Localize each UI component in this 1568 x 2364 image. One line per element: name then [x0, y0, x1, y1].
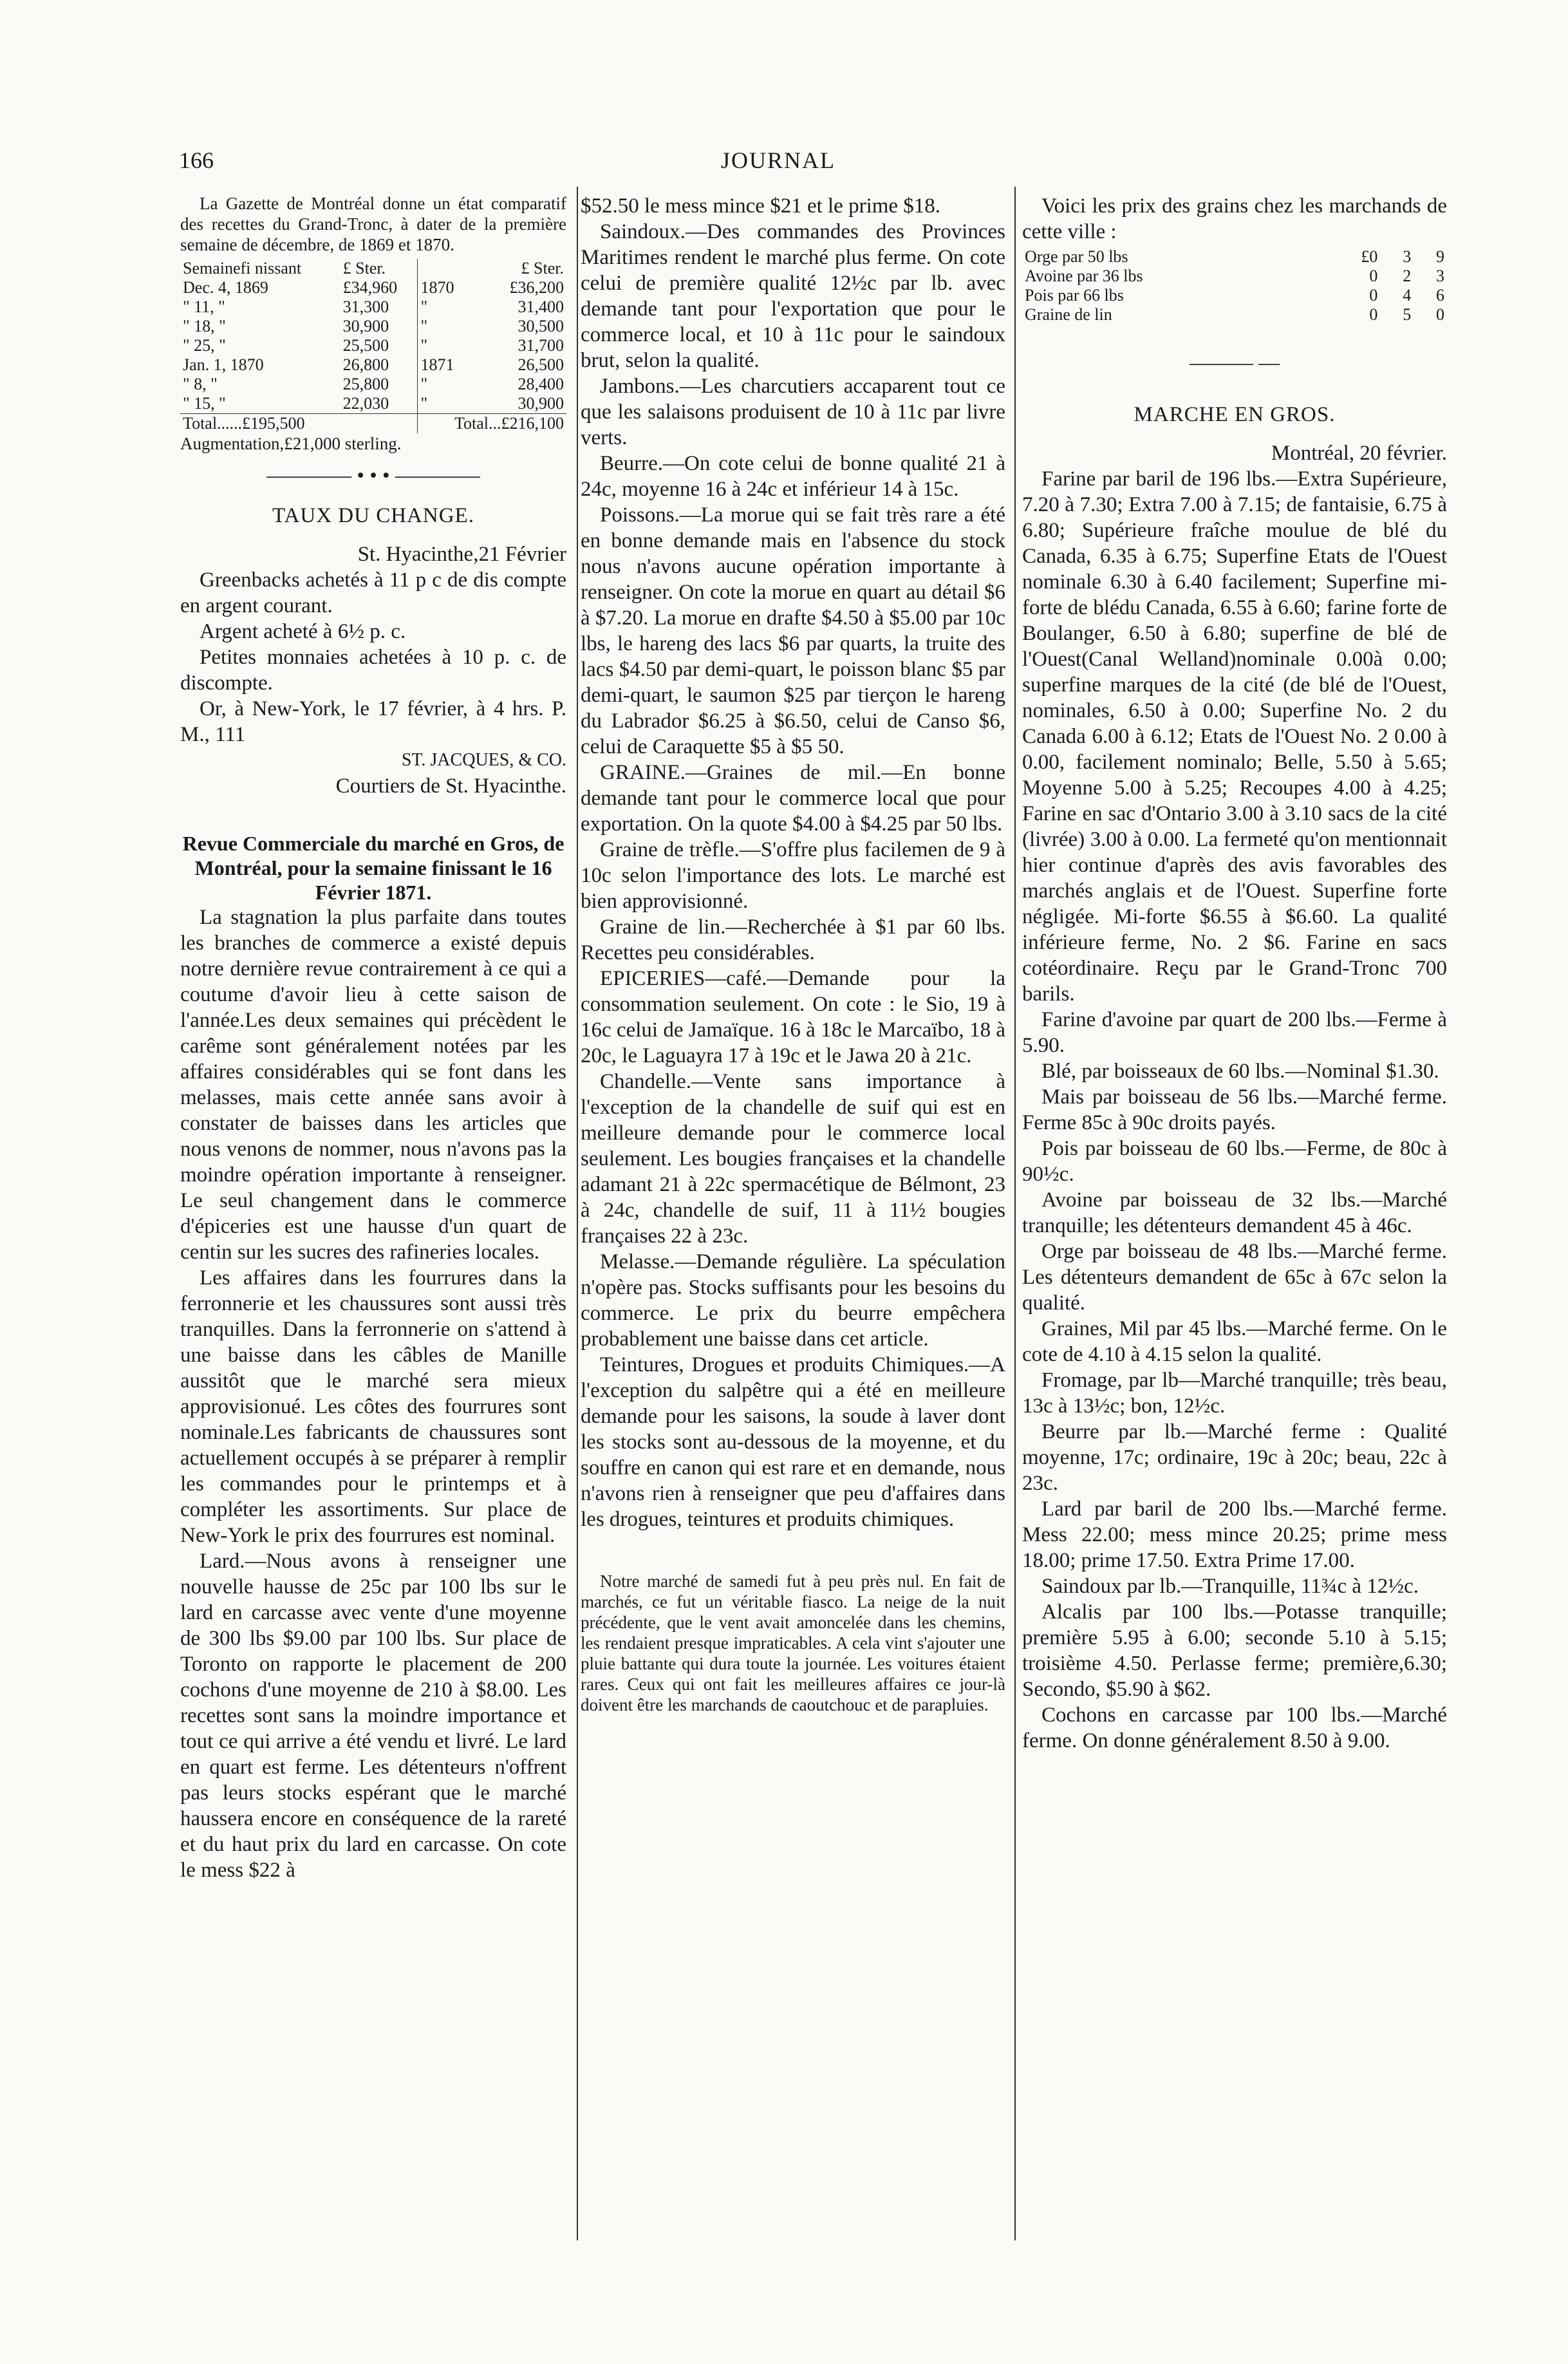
price-paragraph: Farine d'avoine par quart de 200 lbs.—Ferme à 5.90. [1022, 1008, 1447, 1057]
table-cell: 0 [1369, 286, 1378, 305]
receipts-table [180, 259, 566, 433]
table-cell: " 25, " [183, 336, 226, 355]
table-cell: " [418, 297, 476, 317]
taux-line: Greenbacks achetés à 11 p c de dis compte en argent courant. [180, 568, 566, 617]
table-cell: 1870 [418, 278, 476, 297]
table-cell: " 11, " [183, 297, 225, 316]
price-paragraph: Alcalis par 100 lbs.—Potasse tranquille; première 5.95 à 6.00; seconde 5.10 à 5.15; troisième 4.50. Perlasse ferme; première,6.30; Secondo, $5.90 à $62. [1022, 1600, 1447, 1701]
table-cell: 2 [1403, 267, 1412, 285]
revue-paragraph: Lard.—Nous avons à renseigner une nouvelle hausse de 25c par 100 lbs sur le lard en carcasse avec vente d'une moyenne de 300 lbs $9.00 par 100 lbs. Sur place de Toronto on rapporte le placement de 200 cochons d'une moyenne de 210 à $8.00. Les recettes sont sans la moindre importance et tout ce qui arrive a été vendu et livré. Le lard en quart est ferme. Les détenteurs n'offrent pas leurs stocks espérant que le marché haussera encore en conséquence de la rareté et du haut prix du lard en carcasse. On cote le mess $22 à [180, 1550, 566, 1882]
table-cell: 9 [1436, 247, 1444, 266]
revue-paragraph: La stagnation la plus parfaite dans toutes les branches de commerce a existé depuis notre dernière revue contrairement à ce qui a coutume d'avoir lieu à cette saison de l'année.Les deux semaines qui précèdent le carême sont généralement notées par les affaires considérables qui se font dans les melasses, mais cette année sans avoir à constater de baisses dans les articles que nous venons de nommer, nous n'avons pas la moindre opération importante à renseigner. Le seul changement dans le commerce d'épiceries est une hausse d'un quart de centin sur les sucres des rafineries locales. [180, 906, 566, 1264]
table-cell: 0 [1436, 305, 1444, 324]
table-cell: 0 [1369, 267, 1378, 285]
price-paragraph: Avoine par boisseau de 32 lbs.—Marché tranquille; les détenteurs demandent 45 à 46c. [1022, 1188, 1447, 1237]
total-1870: Total...£216,100 [418, 414, 566, 434]
price-paragraph: Blé, par boisseaux de 60 lbs.—Nominal $1.30. [1041, 1060, 1439, 1083]
table-header-row [180, 259, 566, 278]
table-cell: Orge par 50 lbs [1025, 247, 1128, 266]
table-cell: 6 [1436, 286, 1444, 305]
total-1869: Total......£195,500 [183, 414, 305, 433]
table-cell: " [418, 375, 476, 394]
table-cell: 28,400 [518, 375, 564, 393]
table-cell: 25,500 [342, 336, 389, 355]
augmentation-line: Augmentation,£21,000 sterling. [180, 434, 402, 453]
price-paragraph: Lard par baril de 200 lbs.—Marché ferme. Mess 22.00; mess mince 20.25; prime mess 18.00; prime 17.50. Extra Prime 17.00. [1022, 1497, 1447, 1572]
market-paragraph: $52.50 le mess mince $21 et le prime $18. [581, 194, 941, 218]
taux-line: Petites monnaies achetées à 10 p. c. de discompte. [180, 646, 566, 695]
table-row [180, 394, 566, 414]
taux-title: TAUX DU CHANGE. [272, 504, 474, 527]
table-cell: Dec. 4, 1869 [183, 278, 268, 297]
table-cell: 26,800 [342, 355, 389, 374]
market-paragraph: Teintures, Drogues et produits Chimiques.—A l'exception du salpêtre qui a été en meilleure demande pour les saisons, la soude à laver dont les stocks sont au-dessous de la moyenne, et du souffre en canon qui est rare et en demande, nous n'avons rien à renseigner que peu d'affaires dans les drogues, teintures et produits chimiques. [581, 1353, 1005, 1531]
revue-title: Revue Commerciale du marché en Gros, de Montréal, pour la semaine finissant le 16 Février 1871. [182, 832, 565, 904]
table-row [180, 317, 566, 336]
price-paragraph: Saindoux par lb.—Tranquille, 11¾c à 12½c. [1041, 1575, 1419, 1598]
table-cell: £36,200 [509, 278, 564, 297]
table-row [180, 278, 566, 297]
table-cell: 25,800 [342, 375, 389, 393]
taux-place-date: St. Hyacinthe,21 Février [357, 543, 566, 566]
table-cell: 31,300 [342, 297, 389, 316]
table-cell: " 8, " [183, 375, 218, 393]
marche-place-date: Montréal, 20 février. [1271, 442, 1447, 465]
page-number: 166 [179, 147, 214, 173]
column-middle [581, 193, 1005, 1715]
table-cell: 1871 [418, 355, 476, 375]
market-paragraph: Beurre.—On cote celui de bonne qualité 21 à 24c, moyenne 16 à 24c et inférieur 14 à 15c. [581, 452, 1005, 501]
price-paragraph: Beurre par lb.—Marché ferme : Qualité moyenne, 17c; ordinaire, 19c à 20c; beau, 22c à 23c. [1022, 1420, 1447, 1495]
market-paragraph: GRAINE.—Graines de mil.—En bonne demande tant pour le commerce local que pour exportation. On la quote $4.00 à $4.25 par 50 lbs. [581, 761, 1005, 836]
table-cell: 0 [1369, 305, 1378, 324]
table-row [180, 297, 566, 317]
price-paragraph: Mais par boisseau de 56 lbs.—Marché ferme. Ferme 85c à 90c droits payés. [1022, 1085, 1447, 1134]
table-head-cell: £ Ster. [342, 259, 386, 277]
market-paragraph: Chandelle.—Vente sans importance à l'exception de la chandelle de suif qui est en meilleure demande pour le commerce local seulement. Les bougies françaises et la chandelle adamant 21 à 22c spermacétique de Bélmont, 23 à 24c, chandelle de suif, 11 à 11½ bougies françaises 22 à 23c. [581, 1070, 1005, 1248]
table-row [1022, 247, 1447, 267]
price-paragraph: Pois par boisseau de 60 lbs.—Ferme, de 80c à 90½c. [1022, 1137, 1447, 1186]
table-cell: Avoine par 36 lbs [1025, 267, 1143, 285]
table-cell: £34,960 [342, 278, 398, 297]
table-cell: Jan. 1, 1870 [183, 355, 264, 374]
gazette-intro: La Gazette de Montréal donne un état comparatif des recettes du Grand-Tronc, à dater de la première semaine de décembre, de 1869 et 1870. [180, 194, 566, 254]
column-rule-left [577, 187, 578, 2240]
market-paragraph: Melasse.—Demande régulière. La spéculation n'opère pas. Stocks suffisants pour les besoins du commerce. Le prix du beurre empêchera probablement une baisse dans cet article. [581, 1250, 1005, 1351]
table-row [180, 336, 566, 355]
table-cell: 4 [1403, 286, 1412, 305]
table-cell: £0 [1361, 247, 1378, 266]
grain-price-table [1022, 247, 1447, 324]
table-total-row [180, 414, 566, 434]
table-row [1022, 267, 1447, 286]
running-title: JOURNAL [721, 147, 836, 173]
table-cell: 31,400 [518, 297, 564, 316]
table-cell: " 15, " [183, 394, 226, 413]
divider: ——— — [1189, 352, 1280, 375]
table-cell: 30,900 [518, 394, 564, 413]
market-paragraph: Graine de lin.—Recherchée à $1 par 60 lbs. Recettes peu considérables. [581, 915, 1005, 964]
table-cell: 3 [1436, 267, 1444, 285]
ornament-divider: ———— • • • ———— [266, 464, 480, 487]
table-head-cell: £ Ster. [521, 259, 564, 277]
table-cell: " 18, " [183, 317, 226, 335]
table-cell: 31,700 [518, 336, 564, 355]
signature-firm: ST. JACQUES, & CO. [401, 750, 566, 770]
market-note: Notre marché de samedi fut à peu près nul. En fait de marchés, ce fut un véritable fiasco. La neige de la nuit précédente, que le vent avait amoncelée dans les chemins, les rendaient presque impraticables. A cela vint s'ajouter une pluie battante qui dura toute la journée. Les voitures étaient rares. Ceux qui ont fait les meilleures affaires ce jour-là doivent être les marchands de caoutchouc et de parapluies. [581, 1571, 1005, 1714]
table-cell: 22,030 [342, 394, 389, 413]
market-paragraph: Saindoux.—Des commandes des Provinces Maritimes rendent le marché plus ferme. On cote celui de première qualité 12½c par lb. avec demande tant pour l'exportation que pour le commerce local, et 10 à 11c pour le saindoux brut, selon la qualité. [581, 220, 1005, 372]
table-row [180, 375, 566, 394]
taux-line: Argent acheté à 6½ p. c. [200, 620, 406, 643]
column-rule-right [1014, 187, 1016, 2240]
market-paragraph: Poissons.—La morue qui se fait très rare a été en bonne demande mais en l'absence du stock nous n'avons aucune opération importante à renseigner. On cote la morue en quart au détail $6 à $7.20. La morue en drafte $4.50 à $5.00 par 10c lbs, le hareng des lacs $6 par quarts, la truite des lacs $4.50 par demi-quart, le poisson blanc $5 par demi-quart, le saumon $25 par tierçon le hareng du Labrador $6.25 à $6.50, celui de Canso $6, celui de Caraquette $5 à $5 50. [581, 503, 1005, 758]
signature-title: Courtiers de St. Hyacinthe. [335, 774, 566, 798]
table-row [180, 355, 566, 375]
table-row [1022, 305, 1447, 324]
table-cell: 5 [1403, 305, 1412, 324]
price-paragraph: Cochons en carcasse par 100 lbs.—Marché ferme. On donne généralement 8.50 à 9.00. [1022, 1703, 1447, 1752]
taux-line: Or, à New-York, le 17 février, à 4 hrs. P. M., 111 [180, 697, 566, 746]
table-cell: 3 [1403, 247, 1412, 266]
table-row [1022, 286, 1447, 305]
table-cell: " [418, 394, 476, 414]
column-right [1022, 193, 1447, 1754]
table-cell: 30,500 [518, 317, 564, 335]
price-paragraph: Farine par baril de 196 lbs.—Extra Supérieure, 7.20 à 7.30; Extra 7.00 à 7.15; de fantaisie, 6.75 à 6.80; Supérieure fraîche moulue de blé du Canada, 6.35 à 6.75; Superfine Etats de l'Ouest nominale 6.30 à 6.40 facilement; Superfine mi-forte de blédu Canada, 6.55 à 6.60; farine forte de Boulanger, 6.50 à 6.80; superfine de blé de l'Ouest(Canal Welland)nominale 0.00à 0.00; superfine marques de la cité (de blé de l'Ouest, nominales, 6.50 à 0.00; Superfine No. 2 du Canada 6.00 à 6.12; Etats de l'Ouest No. 2 0.00 à 0.00, facilement nominalo; Belle, 5.50 à 5.65; Moyenne 5.00 à 5.25; Recoupes 4.00 à 4.25; Farine en sac d'Ontario 3.00 à 3.10 sacs de la cité (livrée) 3.00 à 0.00. La fermeté qu'on mentionnait hier continue d'après des avis favorables des marchés anglais et de l'Ouest. Superfine forte négligée. Mi-forte $6.55 à $6.60. La qualité inférieure ferme, No. 2 $6. Farine en sacs cotéordinaire. Reçu par le Grand-Tronc 700 barils. [1022, 467, 1447, 1006]
price-paragraph: Fromage, par lb—Marché tranquille; très beau, 13c à 13½c; bon, 12½c. [1022, 1369, 1447, 1418]
table-cell: Pois par 66 lbs [1025, 286, 1124, 305]
marche-title: MARCHE EN GROS. [1134, 403, 1336, 426]
table-cell: " [418, 317, 476, 336]
market-paragraph: Jambons.—Les charcutiers accaparent tout ce que les salaisons produisent de 10 à 11c par livre verts. [581, 375, 1005, 449]
grain-intro: Voici les prix des grains chez les marchands de cette ville : [1022, 194, 1447, 243]
market-paragraph: EPICERIES—café.—Demande pour la consommation seulement. On cote : le Sio, 19 à 16c celui de Jamaïque. 16 à 18c le Marcaïbo, 18 à 20c, le Laguayra 17 à 19c et le Jawa 20 à 21c. [581, 967, 1005, 1067]
column-left [180, 193, 566, 1883]
price-paragraph: Orge par boisseau de 48 lbs.—Marché ferme. Les détenteurs demandent de 65c à 67c selon la qualité. [1022, 1240, 1447, 1315]
market-paragraph: Graine de trèfle.—S'offre plus facilemen de 9 à 10c selon l'importance des lots. Le marché est bien approvisionné. [581, 838, 1005, 913]
table-head-cell [418, 259, 476, 278]
table-head-cell: Semainefi nissant [183, 259, 302, 277]
table-cell: 26,500 [518, 355, 564, 374]
revue-paragraph: Les affaires dans les fourrures dans la ferronnerie et les chaussures sont aussi très tranquilles. Dans la ferronnerie on s'attend à une baisse dans les câbles de Manille aussitôt que le marché sera mieux approvisionué. Les côtes des fourrures sont nominale.Les fabricants de chaussures sont actuellement occupés à se préparer à remplir les commandes pour le printemps et à compléter les assortiments. Sur place de New-York le prix des fourrures est nominal. [180, 1266, 566, 1547]
table-cell: Graine de lin [1025, 305, 1112, 324]
page-header [154, 147, 1435, 185]
table-cell: " [418, 336, 476, 355]
table-cell: 30,900 [342, 317, 389, 335]
price-paragraph: Graines, Mil par 45 lbs.—Marché ferme. On le cote de 4.10 à 4.15 selon la qualité. [1022, 1317, 1447, 1366]
